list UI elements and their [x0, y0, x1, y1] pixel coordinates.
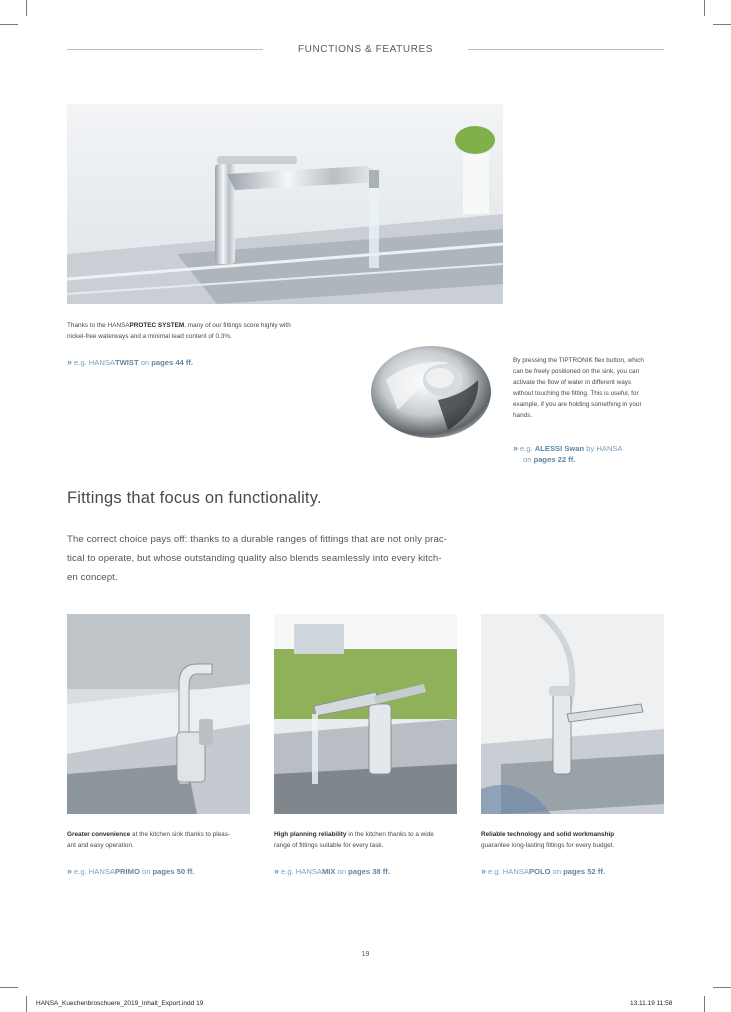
polo-faucet-photo [481, 614, 664, 814]
polo-reference-link[interactable]: » e.g. HANSAPOLO on pages 52 ff. [481, 866, 605, 876]
section-heading: Fittings that focus on functionality. [67, 489, 322, 507]
crop-mark [26, 996, 27, 1012]
tiptronik-button-photo [368, 340, 494, 440]
chevron-right-icon: » [67, 357, 73, 367]
primo-reference-link[interactable]: » e.g. HANSAPRIMO on pages 50 ff. [67, 866, 195, 876]
crop-mark [0, 24, 18, 25]
chevron-right-icon: » [274, 866, 280, 876]
chevron-right-icon: » [67, 866, 73, 876]
mix-caption: High planning reliability in the kitchen thanks to a wide range of fittings suitable for every task. [274, 831, 434, 849]
page-number: 19 [361, 951, 370, 958]
protec-caption: Thanks to the HANSAPROTEC SYSTEM, many of our fittings score highly with nickel-free waterways and a minimal lead content of 0.3%. [67, 322, 291, 340]
twist-faucet-photo [67, 104, 503, 304]
file-name-slug: HANSA_Kuechenbroschuere_2019_Inhalt_Export.indd 19 [36, 1000, 204, 1007]
chevron-right-icon: » [513, 443, 519, 453]
tiptronik-description: By pressing the TIPTRONIK flex button, which can be freely positioned on the sink, you can activate the flow of water in different ways without touching the fitting. This is useful, for example, if you are holding something in your hands. [513, 357, 644, 419]
primo-caption: Greater convenience at the kitchen sink thanks to pleas- ant and easy operation. [67, 831, 231, 849]
timestamp-slug: 13.11.19 11:58 [630, 1000, 673, 1007]
crop-mark [704, 0, 705, 16]
crop-mark [0, 987, 18, 988]
crop-mark [713, 987, 731, 988]
chevron-right-icon: » [481, 866, 487, 876]
twist-reference-link[interactable]: » e.g. HANSATWIST on pages 44 ff. [67, 357, 194, 367]
header-rule-right [468, 49, 664, 50]
mix-faucet-photo [274, 614, 457, 814]
alessi-reference-link[interactable]: » e.g. ALESSI Swan by HANSA on pages 22 ff. [513, 443, 623, 464]
crop-mark [704, 996, 705, 1012]
mix-reference-link[interactable]: » e.g. HANSAMIX on pages 38 ff. [274, 866, 390, 876]
section-title: FUNCTIONS & FEATURES [297, 44, 434, 55]
crop-mark [713, 24, 731, 25]
section-body: The correct choice pays off: thanks to a durable ranges of fittings that are not only prac- tical to operate, but whose outstanding quality also blends seamlessly into every kitch- en concept. [67, 534, 448, 583]
crop-mark [26, 0, 27, 16]
polo-caption: Reliable technology and solid workmanship guarantee long-lasting fittings for every budget. [481, 831, 615, 849]
primo-faucet-photo [67, 614, 250, 814]
